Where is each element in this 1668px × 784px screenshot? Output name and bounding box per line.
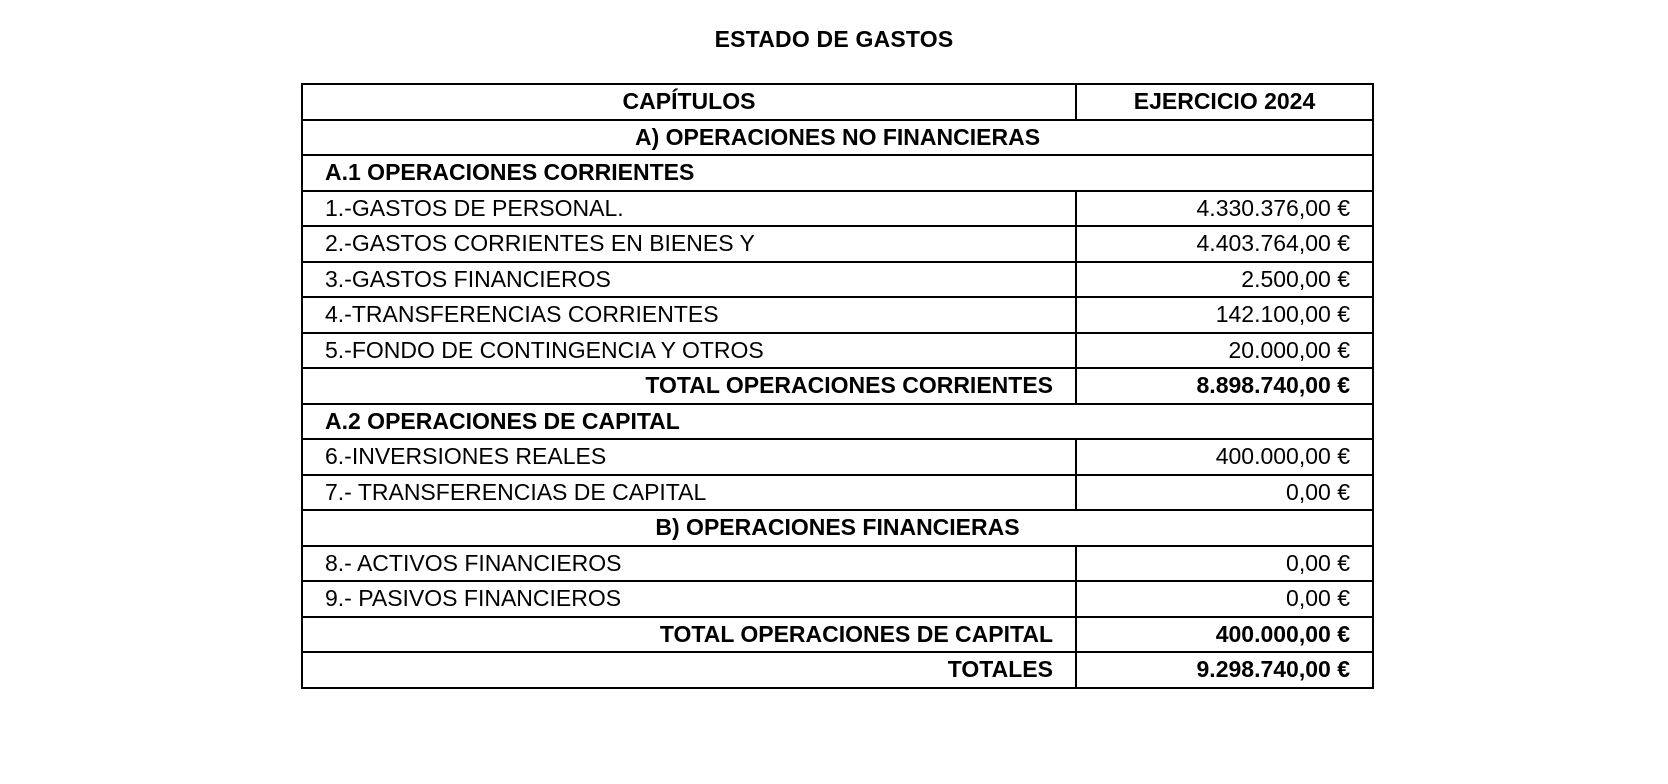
subsection-a1-label: A.1 OPERACIONES CORRIENTES [302, 155, 1373, 191]
grand-total-row [302, 652, 1373, 688]
total-row [302, 368, 1373, 404]
table-row [302, 546, 1373, 582]
chapter-amount: 2.500,00 € [1076, 262, 1373, 298]
table-row [302, 226, 1373, 262]
chapter-amount: 4.330.376,00 € [1076, 191, 1373, 227]
chapter-label: 9.- PASIVOS FINANCIEROS [302, 581, 1076, 617]
section-b-label: B) OPERACIONES FINANCIERAS [302, 510, 1373, 546]
totales-label: TOTALES [302, 652, 1076, 688]
total-capital-amount: 400.000,00 € [1076, 617, 1373, 653]
subsection-row [302, 404, 1373, 440]
table-row [302, 581, 1373, 617]
chapter-amount: 0,00 € [1076, 546, 1373, 582]
chapter-label: 7.- TRANSFERENCIAS DE CAPITAL [302, 475, 1076, 511]
chapter-label: 4.-TRANSFERENCIAS CORRIENTES [302, 297, 1076, 333]
table-row [302, 191, 1373, 227]
chapter-label: 3.-GASTOS FINANCIEROS [302, 262, 1076, 298]
chapter-amount: 400.000,00 € [1076, 439, 1373, 475]
totales-amount: 9.298.740,00 € [1076, 652, 1373, 688]
chapter-amount: 0,00 € [1076, 581, 1373, 617]
table-row [302, 475, 1373, 511]
section-row [302, 120, 1373, 156]
total-corrientes-label: TOTAL OPERACIONES CORRIENTES [302, 368, 1076, 404]
header-chapters: CAPÍTULOS [302, 84, 1076, 120]
table-row [302, 262, 1373, 298]
total-capital-label: TOTAL OPERACIONES DE CAPITAL [302, 617, 1076, 653]
header-year: EJERCICIO 2024 [1076, 84, 1373, 120]
chapter-label: 1.-GASTOS DE PERSONAL. [302, 191, 1076, 227]
table-row [302, 297, 1373, 333]
chapter-amount: 20.000,00 € [1076, 333, 1373, 369]
chapter-label: 5.-FONDO DE CONTINGENCIA Y OTROS [302, 333, 1076, 369]
chapter-amount: 4.403.764,00 € [1076, 226, 1373, 262]
chapter-amount: 0,00 € [1076, 475, 1373, 511]
page-title: ESTADO DE GASTOS [714, 26, 954, 52]
chapter-label: 6.-INVERSIONES REALES [302, 439, 1076, 475]
total-row [302, 617, 1373, 653]
table-row [302, 439, 1373, 475]
chapter-label: 2.-GASTOS CORRIENTES EN BIENES Y [302, 226, 1076, 262]
subsection-row [302, 155, 1373, 191]
section-a-label: A) OPERACIONES NO FINANCIERAS [302, 120, 1373, 156]
expense-table [301, 83, 1374, 689]
subsection-a2-label: A.2 OPERACIONES DE CAPITAL [302, 404, 1373, 440]
section-row [302, 510, 1373, 546]
total-corrientes-amount: 8.898.740,00 € [1076, 368, 1373, 404]
chapter-label: 8.- ACTIVOS FINANCIEROS [302, 546, 1076, 582]
chapter-amount: 142.100,00 € [1076, 297, 1373, 333]
table-header-row [302, 84, 1373, 120]
table-row [302, 333, 1373, 369]
